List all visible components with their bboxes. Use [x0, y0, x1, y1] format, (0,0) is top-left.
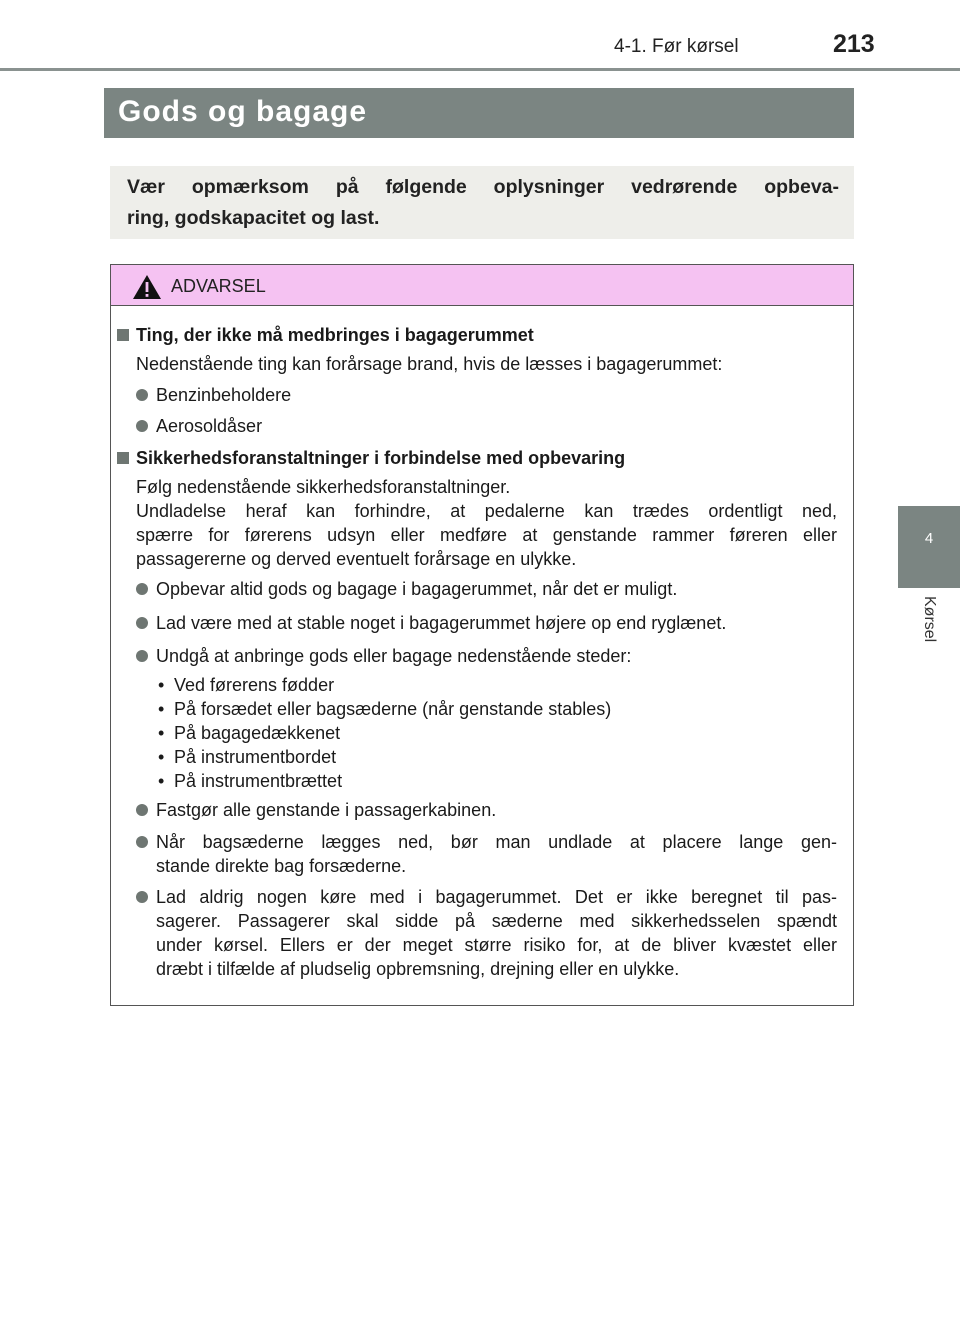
warning-label: ADVARSEL [171, 276, 266, 296]
intro-line-1: Vær opmærksom på følgende oplysninger vedrørende opbeva- [127, 176, 839, 198]
warning-icon [132, 274, 162, 300]
list-item: Opbevar altid gods og bagage i bagagerummet, når det er muligt. [156, 579, 678, 599]
sub-bullet-icon: • [158, 699, 165, 719]
warning-box [110, 264, 854, 1006]
chapter-label-wrap [898, 596, 960, 676]
intro-box [110, 166, 854, 239]
intro-line-2: ring, godskapacitet og last. [127, 207, 380, 229]
sub-list-item: På instrumentbordet [174, 747, 337, 767]
list-item: dræbt i tilfælde af pludselig opbremsning, drejning eller en ulykke. [156, 959, 680, 979]
chapter-tab [898, 506, 960, 588]
bullet-icon [136, 389, 148, 401]
section-body-line: Nedenstående ting kan forårsage brand, hvis de læsses i bagagerummet: [136, 354, 723, 374]
list-item: Benzinbeholdere [156, 385, 292, 405]
chapter-label: Kørsel [921, 596, 938, 643]
list-item: Fastgør alle genstande i passagerkabinen. [156, 800, 497, 820]
section-marker [117, 452, 129, 464]
bullet-icon [136, 617, 148, 629]
page-number: 213 [833, 30, 875, 58]
bullet-icon [136, 891, 148, 903]
bullet-icon [136, 650, 148, 662]
header-divider [0, 68, 960, 71]
list-item: Lad aldrig nogen køre med i bagagerummet. Det er ikke beregnet til pas- [156, 887, 837, 907]
section-body-line: Undladelse heraf kan forhindre, at pedalerne kan trædes ordentligt ned, [136, 501, 837, 521]
bullet-icon [136, 583, 148, 595]
section-body-line: passagererne og derved eventuelt forårsage en ulykke. [136, 549, 577, 569]
list-item: Undgå at anbringe gods eller bagage nedenstående steder: [156, 646, 632, 666]
section-marker [117, 329, 129, 341]
list-item: Lad være med at stable noget i bagagerummet højere op end ryglænet. [156, 613, 727, 633]
section-reference: 4-1. Før kørsel [614, 36, 739, 57]
bullet-icon [136, 804, 148, 816]
list-item: sagerer. Passagerer skal sidde på sæderne med sikkerhedsselen spændt [156, 911, 837, 931]
sub-list-item: På instrumentbrættet [174, 771, 343, 791]
warning-header [111, 265, 853, 306]
section-heading: Sikkerhedsforanstaltninger i forbindelse med opbevaring [136, 448, 626, 468]
sub-list-item: På bagagedækkenet [174, 723, 341, 743]
chapter-number: 4 [924, 530, 934, 547]
sub-bullet-icon: • [158, 723, 165, 743]
page-title: Gods og bagage [118, 95, 368, 128]
bullet-icon [136, 836, 148, 848]
sub-list-item: Ved førerens fødder [174, 675, 335, 695]
title-bar [104, 88, 854, 138]
section-heading: Ting, der ikke må medbringes i bagagerummet [136, 325, 534, 345]
list-item: Aerosoldåser [156, 416, 263, 436]
bullet-icon [136, 420, 148, 432]
list-item: Når bagsæderne lægges ned, bør man undlade at placere lange gen- [156, 832, 837, 852]
sub-bullet-icon: • [158, 675, 165, 695]
list-item: stande direkte bag forsæderne. [156, 856, 407, 876]
section-body-line: Følg nedenstående sikkerhedsforanstaltninger. [136, 477, 511, 497]
sub-bullet-icon: • [158, 747, 165, 767]
sub-bullet-icon: • [158, 771, 165, 791]
list-item: under kørsel. Ellers er der meget større risiko for, at de bliver kvæstet eller [156, 935, 837, 955]
intro-text [127, 172, 839, 234]
sub-list-item: På forsædet eller bagsæderne (når genstande stables) [174, 699, 612, 719]
section-body-line: spærre for førerens udsyn eller medføre at genstande rammer føreren eller [136, 525, 837, 545]
